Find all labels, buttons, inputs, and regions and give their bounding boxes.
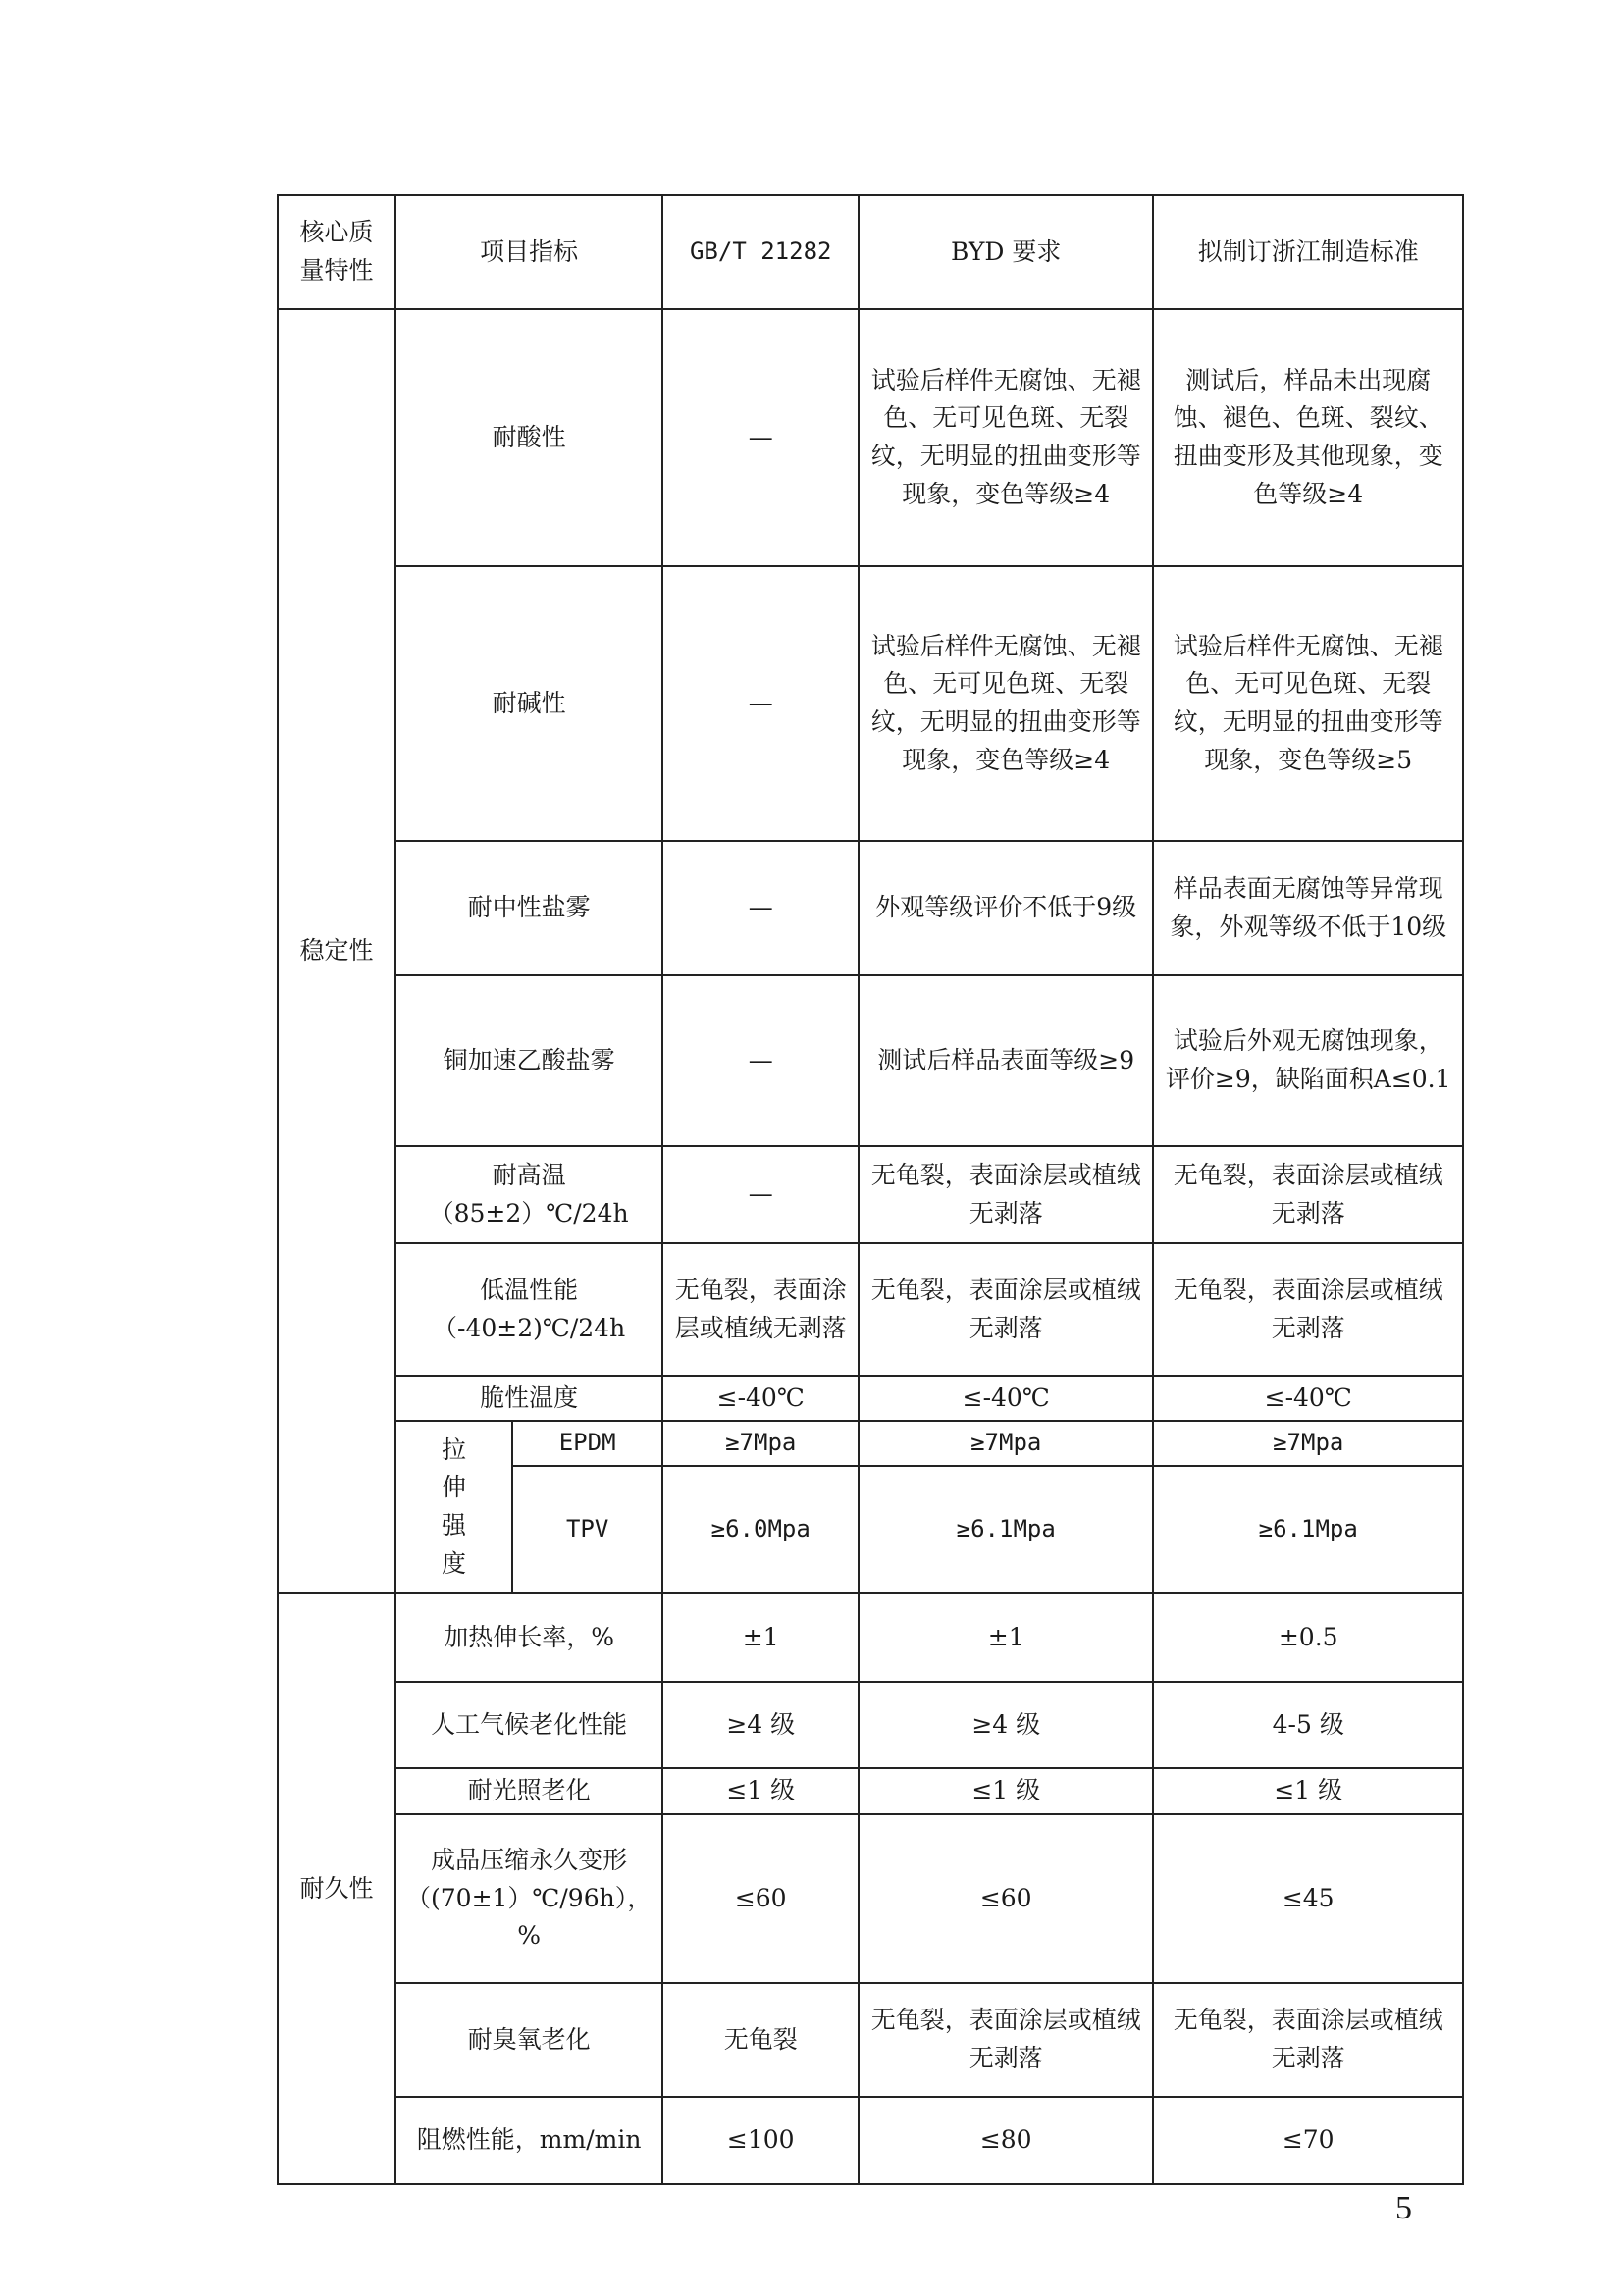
byd-value: ≤80	[859, 2097, 1153, 2184]
tensile-label	[395, 1421, 512, 1593]
gbt-value: ≥6.0Mpa	[662, 1466, 859, 1593]
tensile-char: 强	[442, 1511, 467, 1539]
tensile-sub-tpv: TPV	[512, 1466, 662, 1593]
header-category: 核心质量特性	[278, 195, 395, 309]
byd-value: 测试后样品表面等级≥9	[859, 975, 1153, 1146]
page-number: 5	[1395, 2190, 1412, 2226]
table-row	[278, 1243, 1463, 1376]
byd-value: 无龟裂，表面涂层或植绒无剥落	[859, 1243, 1153, 1376]
group-durability: 耐久性	[278, 1593, 395, 2184]
zhejiang-value: ≤1 级	[1153, 1768, 1463, 1814]
gbt-value: —	[662, 1146, 859, 1243]
gbt-value: ≤-40℃	[662, 1376, 859, 1421]
item-label: 耐碱性	[395, 566, 662, 841]
table-row	[278, 566, 1463, 841]
table-row	[278, 1421, 1463, 1466]
table-row	[278, 1146, 1463, 1243]
item-label: 耐臭氧老化	[395, 1983, 662, 2097]
item-label: 铜加速乙酸盐雾	[395, 975, 662, 1146]
zhejiang-value: 试验后外观无腐蚀现象，评价≥9，缺陷面积A≤0.1	[1153, 975, 1463, 1146]
zhejiang-value: ≤45	[1153, 1814, 1463, 1983]
gbt-value: ≥7Mpa	[662, 1421, 859, 1466]
zhejiang-value: 无龟裂，表面涂层或植绒无剥落	[1153, 1243, 1463, 1376]
zhejiang-value: ≤70	[1153, 2097, 1463, 2184]
tensile-sub-epdm: EPDM	[512, 1421, 662, 1466]
item-label: 加热伸长率，%	[395, 1593, 662, 1682]
item-label: 成品压缩永久变形（(70±1）℃/96h），%	[395, 1814, 662, 1983]
byd-value: 无龟裂，表面涂层或植绒无剥落	[859, 1146, 1153, 1243]
gbt-value: ≤1 级	[662, 1768, 859, 1814]
item-label: 人工气候老化性能	[395, 1682, 662, 1768]
byd-value: 无龟裂，表面涂层或植绒无剥落	[859, 1983, 1153, 2097]
gbt-value: 无龟裂，表面涂层或植绒无剥落	[662, 1243, 859, 1376]
gbt-value: —	[662, 841, 859, 975]
byd-value: ±1	[859, 1593, 1153, 1682]
quality-spec-table	[277, 194, 1464, 2185]
table-row	[278, 1768, 1463, 1814]
zhejiang-value: 无龟裂，表面涂层或植绒无剥落	[1153, 1983, 1463, 2097]
header-row	[278, 195, 1463, 309]
item-label: 耐光照老化	[395, 1768, 662, 1814]
item-label: 低温性能（-40±2)℃/24h	[395, 1243, 662, 1376]
table-row	[278, 841, 1463, 975]
zhejiang-value: ±0.5	[1153, 1593, 1463, 1682]
byd-value: 试验后样件无腐蚀、无褪色、无可见色斑、无裂纹，无明显的扭曲变形等现象，变色等级≥4	[859, 309, 1153, 566]
zhejiang-value: 4-5 级	[1153, 1682, 1463, 1768]
byd-value: 试验后样件无腐蚀、无褪色、无可见色斑、无裂纹，无明显的扭曲变形等现象，变色等级≥4	[859, 566, 1153, 841]
gbt-value: —	[662, 566, 859, 841]
zhejiang-value: 无龟裂，表面涂层或植绒无剥落	[1153, 1146, 1463, 1243]
byd-value: ≥4 级	[859, 1682, 1153, 1768]
zhejiang-value: ≥6.1Mpa	[1153, 1466, 1463, 1593]
table-row	[278, 2097, 1463, 2184]
zhejiang-value: ≥7Mpa	[1153, 1421, 1463, 1466]
table-row	[278, 1682, 1463, 1768]
group-stability: 稳定性	[278, 309, 395, 1593]
byd-value: 外观等级评价不低于9级	[859, 841, 1153, 975]
item-label: 耐中性盐雾	[395, 841, 662, 975]
tensile-char: 拉	[442, 1435, 467, 1464]
header-gbt: GB/T 21282	[662, 195, 859, 309]
table-row	[278, 975, 1463, 1146]
byd-value: ≥7Mpa	[859, 1421, 1153, 1466]
zhejiang-value: 样品表面无腐蚀等异常现象，外观等级不低于10级	[1153, 841, 1463, 975]
item-label: 阻燃性能，mm/min	[395, 2097, 662, 2184]
gbt-value: ≤100	[662, 2097, 859, 2184]
byd-value: ≤1 级	[859, 1768, 1153, 1814]
gbt-value: ±1	[662, 1593, 859, 1682]
header-zhejiang: 拟制订浙江制造标准	[1153, 195, 1463, 309]
tensile-char: 度	[442, 1548, 467, 1578]
gbt-value: 无龟裂	[662, 1983, 859, 2097]
table-row	[278, 1983, 1463, 2097]
header-item: 项目指标	[395, 195, 662, 309]
zhejiang-value: 试验后样件无腐蚀、无褪色、无可见色斑、无裂纹，无明显的扭曲变形等现象，变色等级≥5	[1153, 566, 1463, 841]
header-byd: BYD 要求	[859, 195, 1153, 309]
gbt-value: ≤60	[662, 1814, 859, 1983]
gbt-value: —	[662, 309, 859, 566]
item-label: 耐酸性	[395, 309, 662, 566]
zhejiang-value: ≤-40℃	[1153, 1376, 1463, 1421]
item-label: 脆性温度	[395, 1376, 662, 1421]
gbt-value: —	[662, 975, 859, 1146]
zhejiang-value: 测试后，样品未出现腐蚀、褪色、色斑、裂纹、扭曲变形及其他现象，变色等级≥4	[1153, 309, 1463, 566]
byd-value: ≥6.1Mpa	[859, 1466, 1153, 1593]
table-row	[278, 309, 1463, 566]
byd-value: ≤-40℃	[859, 1376, 1153, 1421]
item-label: 耐高温（85±2）℃/24h	[395, 1146, 662, 1243]
byd-value: ≤60	[859, 1814, 1153, 1983]
table-row	[278, 1593, 1463, 1682]
tensile-char: 伸	[442, 1473, 467, 1502]
table-row	[278, 1814, 1463, 1983]
gbt-value: ≥4 级	[662, 1682, 859, 1768]
table-row	[278, 1376, 1463, 1421]
